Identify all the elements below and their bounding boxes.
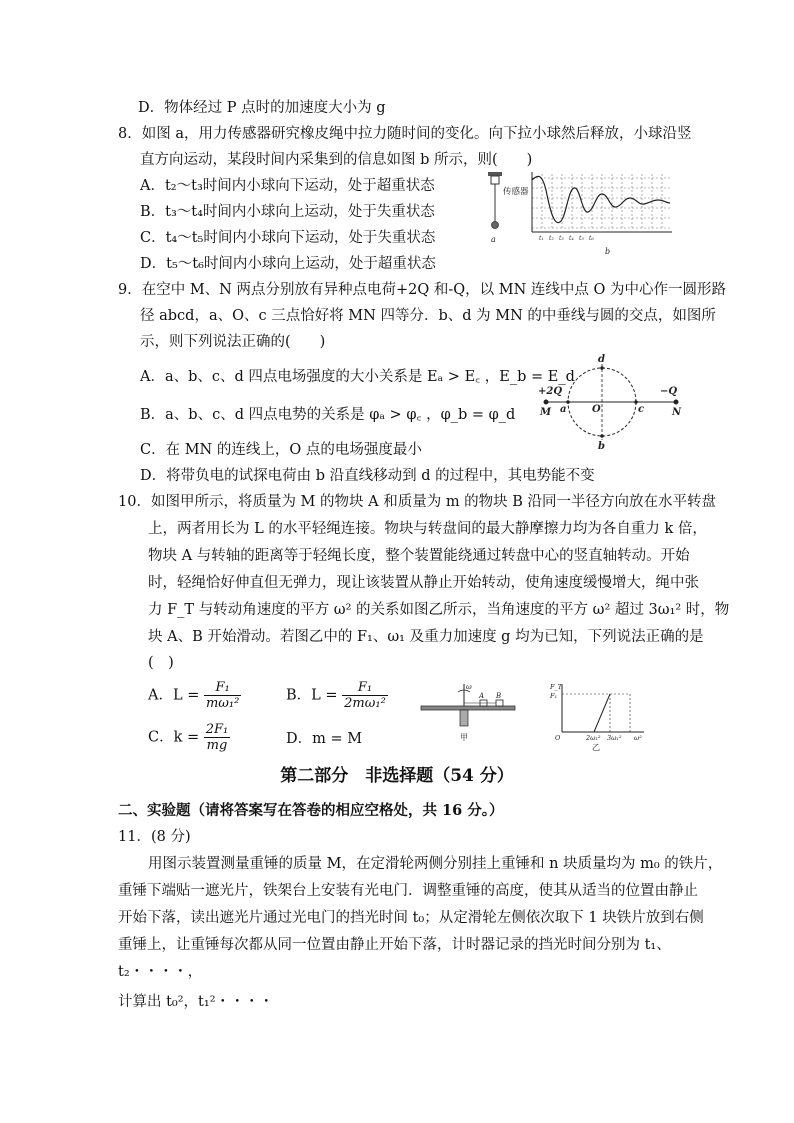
q7-option-d: D．物体经过 P 点时的加速度大小为 g [138,100,386,116]
q9-option-b: B．a、b、c、d 四点电势的关系是 φₐ > φ꜀ ，φ_b = φ_d [140,407,516,423]
q10-stem-line7: ( ) [148,655,174,671]
q9-label-m: M [540,407,552,418]
q10-figure-yi [548,680,648,752]
q10-option-d: D．m = M [286,731,363,747]
q10-option-b-num: F₁ [342,680,388,696]
q9-stem-line2: 径 abcd，a、O、c 三点恰好将 MN 四等分．b、d 为 MN 的中垂线与圆的交点，如图所 [140,308,716,324]
q11-line1: 用图示装置测量重锤的质量 M，在定滑轮两侧分别挂上重锤和 n 块质量均为 m₀ 的铁片， [148,856,723,872]
q11-line5: t₂・・・・， [118,964,203,980]
q10-fig-o: O [555,734,561,742]
q8-option-d: D．t₅～t₆时间内小球向上运动，处于超重状态 [140,256,436,272]
q10-stem-line2: 上，两者用长为 L 的水平轻绳连接。物块与转盘间的最大静摩擦力均为各自重力 k 倍， [148,521,707,537]
q10-option-b-den: 2mω₁² [344,696,386,711]
q10-option-b-prefix: B．L = [286,687,338,704]
q10-fig-f1: F₁ [550,692,558,700]
q9-label-d: d [598,354,605,365]
q9-option-d: D．将带负电的试探电荷由 b 沿直线移动到 d 的过程中，其电势能不变 [140,468,595,484]
q10-option-b-fraction [342,680,388,711]
q11-line3: 开始下落，读出遮光片通过光电门的挡光时间 t₀；从定滑轮左侧依次取下 1 块铁片放到右侧 [118,910,704,926]
q8-fig-a-label: a [491,235,496,244]
q10-fig-a: A [479,692,485,700]
q11-line2: 重锤下端贴一遮光片，铁架台上安装有光电门．调整重锤的高度，使其从适当的位置由静止 [118,883,698,899]
q8-option-a: A．t₂～t₃时间内小球向下运动，处于超重状态 [140,178,435,194]
q8-figure [480,170,675,260]
q9-stem-line3: 示，则下列说法正确的( ) [140,334,326,350]
q10-option-c [148,722,230,753]
q9-label-b: b [598,441,605,452]
q10-fig-ft: F_T [550,683,563,691]
q10-option-a-den: mω₁² [205,696,240,711]
q8-tick-t6: t₆ [589,235,594,242]
q10-option-b [286,680,388,711]
q10-fig-yi-label: 乙 [592,743,600,752]
q10-fig-omega: ω [466,683,472,691]
q8-tick-t5: t₅ [579,235,584,242]
q10-option-c-num: 2F₁ [205,722,229,737]
q9-option-a: A．a、b、c、d 四点电场强度的大小关系是 Eₐ > E꜀ ，E_b = E_d [140,369,575,385]
q9-label-plus2q: +2Q [538,386,563,397]
q10-fig-b: B [496,692,502,700]
q9-figure [536,352,686,452]
q9-option-c: C．在 MN 的连线上，O 点的电场强度最小 [140,442,422,458]
q11-line4: 重锤上，让重锤每次都从同一位置由静止开始下落，计时器记录的挡光时间分别为 t₁、 [118,937,671,953]
q11-head: 11．(8 分) [118,829,191,845]
q10-option-a-fraction [204,680,241,711]
q10-fig-xtick-w2: ω² [634,734,642,742]
q9-label-o: O [592,404,601,415]
q10-option-c-fraction [204,722,231,753]
q10-option-a-num: F₁ [204,680,241,696]
q8-option-c: C．t₄～t₅时间内小球向下运动，处于失重状态 [140,230,436,246]
q10-stem-line1: 10．如图甲所示，将质量为 M 的物块 A 和质量为 m 的物块 B 沿同一半径方向放在水平转盘 [118,494,717,510]
q10-stem-line3: 物块 A 与转轴的距离等于轻绳长度，整个装置能绕通过转盘中心的竖直轴转动。开始 [148,548,690,564]
q10-fig-jia-label: 甲 [460,733,468,742]
q10-stem-line4: 时，轻绳恰好伸直但无弹力，现让该装置从静止开始转动，使角速度缓慢增大，绳中张 [148,575,699,591]
q8-tick-t3: t₃ [559,235,564,242]
q10-option-a-prefix: A．L = [148,687,200,704]
part2-title: 第二部分 非选择题（54 分） [280,766,514,786]
q9-label-c: c [638,404,645,415]
q9-stem-line1: 9．在空中 M、N 两点分别放有异种点电荷+2Q 和-Q，以 MN 连线中点 O 为中心作一圆形路 [118,282,726,298]
q10-stem-line6: 块 A、B 开始滑动。若图乙中的 F₁、ω₁ 及重力加速度 g 均为已知，下列说法正确的是 [148,629,704,645]
q10-fig-xtick-3w: 3ω₁² [607,734,622,742]
q10-option-c-prefix: C．k = [148,729,200,746]
q10-figure-jia [418,680,518,748]
q8-stem-line2: 直方向运动，某段时间内采集到的信息如图 b 所示，则( ) [140,152,533,168]
q8-tick-t4: t₄ [569,235,574,242]
q8-option-b: B．t₃～t₄时间内小球向上运动，处于失重状态 [140,204,435,220]
q9-label-minusq: −Q [660,386,678,397]
section-heading: 二、实验题（请将答案写在答卷的相应空格处，共 16 分。） [118,802,504,819]
q8-stem-line1: 8．如图 a，用力传感器研究橡皮绳中拉力随时间的变化。向下拉小球然后释放，小球沿竖 [118,126,692,142]
q8-fig-b-label: b [605,247,611,256]
q9-label-a: a [560,404,567,415]
q11-line6: 计算出 t₀²，t₁²・・・・ [118,994,274,1010]
q8-sensor-label: 传感器 [503,187,529,197]
q10-option-c-den: mg [206,738,228,753]
q8-tick-t1: t₁ [539,235,544,242]
q10-stem-line5: 力 F_T 与转动角速度的平方 ω² 的关系如图乙所示，当角速度的平方 ω² 超过 3ω₁² 时，物 [148,602,730,618]
q10-option-a [148,680,241,711]
q9-label-n: N [672,407,682,418]
q8-tick-t2: t₂ [549,235,554,242]
q10-fig-xtick-2w: 2ω₁² [586,734,601,742]
